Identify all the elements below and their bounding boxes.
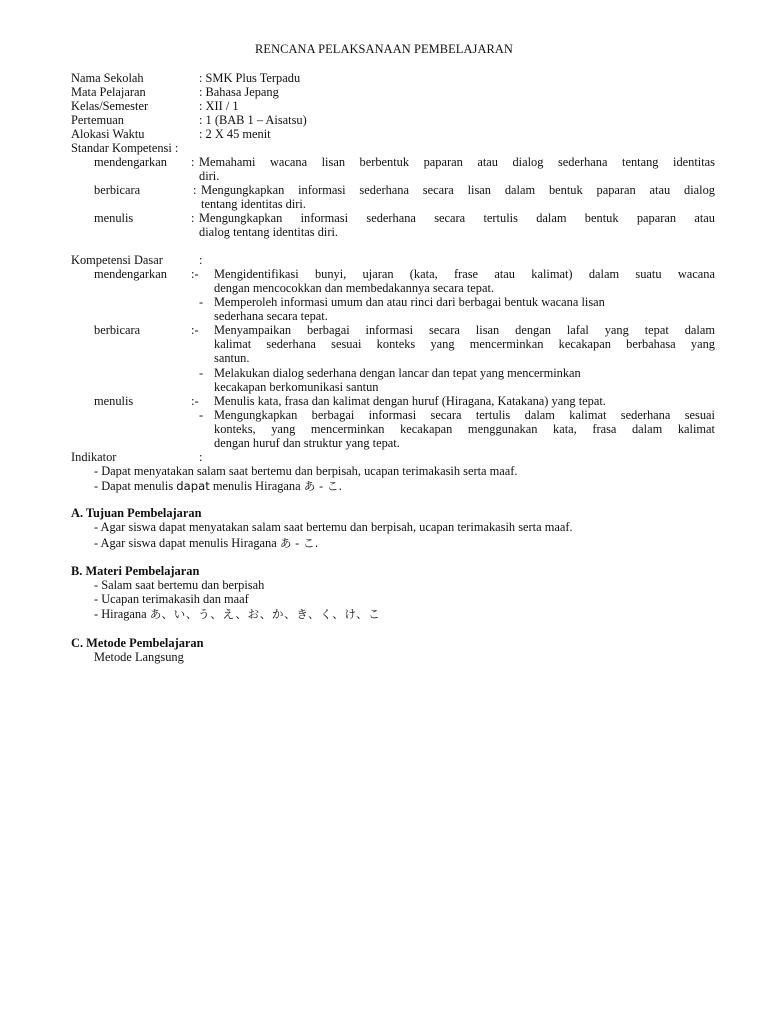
kd-item-text: Menulis kata, frasa dan kalimat dengan huruf (Hiragana, Katakana) yang tepat. — [214, 394, 606, 408]
kd-item-text-cont: konteks, yang mencerminkan kecakapan menggunakan kata, frasa dalam kalimat — [214, 422, 715, 436]
kompetensi-dasar-label: Kompetensi Dasar — [71, 253, 163, 267]
document-title: RENCANA PELAKSANAAN PEMBELAJARAN — [255, 42, 513, 56]
tujuan-item-prefix: - Agar siswa dapat menulis Hiragana — [94, 536, 277, 550]
sk-item-label: menulis — [94, 211, 134, 225]
identity-label: Nama Sekolah — [71, 71, 144, 85]
indikator-item: - Dapat menyatakan salam saat bertemu dan berpisah, ucapan terimakasih serta maaf. — [94, 464, 518, 478]
indikator-item-mid: menulis Hiragana — [209, 479, 301, 493]
identity-value: : 1 (BAB 1 – Aisatsu) — [199, 113, 307, 127]
kd-item-text-cont: kalimat sederhana sesuai konteks yang mencerminkan kecakapan berbahasa yang — [214, 337, 715, 351]
standar-kompetensi-label: Standar Kompetensi : — [71, 141, 179, 155]
kd-item-text: Melakukan dialog sederhana dengan lancar dan tepat yang mencerminkan — [214, 366, 581, 380]
kd-group-colon: :- — [191, 323, 199, 337]
kd-item-text-cont: dengan huruf dan struktur yang tepat. — [214, 436, 400, 450]
kd-item-text-cont: sederhana secara tepat. — [214, 309, 328, 323]
identity-value: : Bahasa Jepang — [199, 85, 279, 99]
metode-item: Metode Langsung — [94, 650, 184, 664]
hiragana-range: あ - こ. — [303, 479, 343, 493]
identity-label: Mata Pelajaran — [71, 85, 146, 99]
sk-item-text: Mengungkapkan informasi sederhana secara lisan dalam bentuk paparan atau dialog — [201, 183, 715, 197]
identity-value: : XII / 1 — [199, 99, 239, 113]
kd-item-dash: - — [199, 295, 204, 309]
sk-item-text-cont: dialog tentang identitas diri. — [199, 225, 339, 239]
indikator-label: Indikator — [71, 450, 117, 464]
kd-group-colon: :- — [191, 394, 199, 408]
kd-group-label: menulis — [94, 394, 134, 408]
sk-item-label: berbicara — [94, 183, 141, 197]
kd-group-label: berbicara — [94, 323, 141, 337]
sk-item-label: mendengarkan — [94, 155, 167, 169]
kd-item-text: Menyampaikan berbagai informasi secara lisan dengan lafal yang tepat dalam — [214, 323, 715, 337]
sk-item-text: Memahami wacana lisan berbentuk paparan atau dialog sederhana tentang identitas — [199, 155, 715, 169]
kd-item-dash: - — [199, 366, 204, 380]
kd-item-text: Mengungkapkan berbagai informasi secara tertulis dalam kalimat sederhana sesuai — [214, 408, 715, 422]
kd-group-label: mendengarkan — [94, 267, 167, 281]
section-heading-materi: B. Materi Pembelajaran — [71, 564, 200, 578]
tujuan-item: - Agar siswa dapat menyatakan salam saat bertemu dan berpisah, ucapan terimakasih serta maaf. — [94, 520, 573, 534]
kd-item-text-cont: kecakapan berkomunikasi santun — [214, 380, 379, 394]
kd-item-text: Mengidentifikasi bunyi, ujaran (kata, frase atau kalimat) dalam suatu wacana — [214, 267, 715, 281]
sk-item-text: Mengungkapkan informasi sederhana secara tertulis dalam bentuk paparan atau — [199, 211, 715, 225]
materi-item — [94, 607, 381, 621]
section-heading-metode: C. Metode Pembelajaran — [71, 636, 204, 650]
materi-item: - Salam saat bertemu dan berpisah — [94, 578, 265, 592]
hiragana-range: あ - こ. — [279, 536, 319, 550]
kompetensi-dasar-colon: : — [199, 253, 203, 267]
section-heading-tujuan: A. Tujuan Pembelajaran — [71, 506, 202, 520]
indikator-item-prefix: - Dapat menulis — [94, 479, 174, 493]
sk-item-text-cont: tentang identitas diri. — [201, 197, 306, 211]
materi-item: - Ucapan terimakasih dan maaf — [94, 592, 249, 606]
tujuan-item — [94, 536, 318, 550]
identity-value: : 2 X 45 menit — [199, 127, 271, 141]
indikator-item-jp-word: dapat — [176, 479, 210, 493]
indikator-item — [94, 479, 342, 493]
indikator-colon: : — [199, 450, 203, 464]
identity-label: Alokasi Waktu — [71, 127, 145, 141]
sk-item-colon: : — [191, 155, 195, 169]
materi-item-prefix: - Hiragana — [94, 607, 147, 621]
sk-item-colon: : — [191, 211, 195, 225]
sk-item-colon: : — [193, 183, 197, 197]
kd-item-dash: - — [199, 408, 204, 422]
kd-item-text: Memperoleh informasi umum dan atau rinci dari berbagai bentuk wacana lisan — [214, 295, 605, 309]
identity-label: Kelas/Semester — [71, 99, 149, 113]
kd-item-text-cont: santun. — [214, 351, 250, 365]
identity-label: Pertemuan — [71, 113, 124, 127]
hiragana-list: あ、い、う、え、お、か、き、く、け、こ — [149, 607, 381, 621]
sk-item-text-cont: diri. — [199, 169, 220, 183]
identity-value: : SMK Plus Terpadu — [199, 71, 301, 85]
kd-item-text-cont: dengan mencocokkan dan membedakannya secara tepat. — [214, 281, 495, 295]
kd-group-colon: :- — [191, 267, 199, 281]
